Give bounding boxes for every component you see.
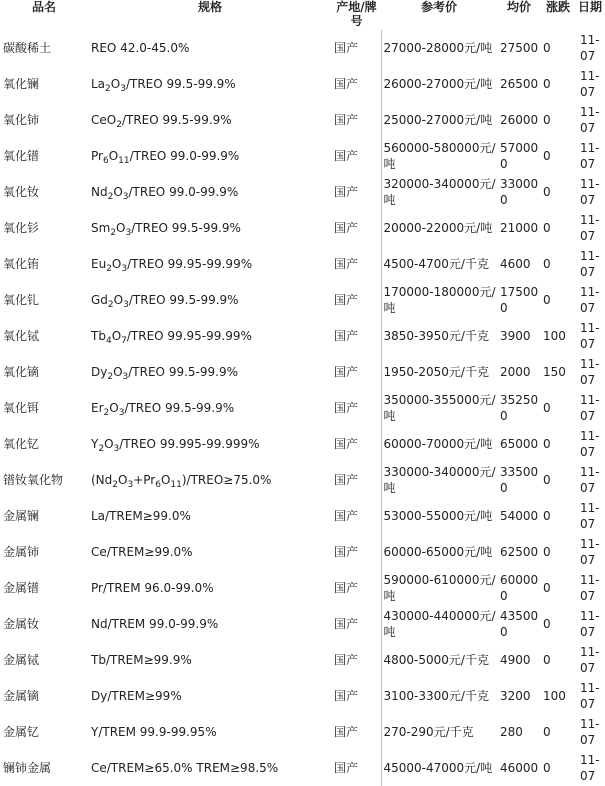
change-cell: 0 (543, 617, 551, 631)
spec-text: (Nd (91, 473, 113, 487)
average-price-cell: 352500 (500, 393, 539, 423)
origin-cell: 国产 (334, 257, 359, 271)
spec-cell (88, 426, 332, 462)
spec-subscript: 3 (120, 84, 126, 94)
table-row (0, 138, 605, 174)
date-cell: 11-07 (580, 753, 600, 783)
header-avg: 均价 (506, 0, 531, 14)
spec-cell (88, 462, 332, 498)
date-cell: 11-07 (580, 465, 600, 495)
change-cell: 150 (543, 365, 566, 379)
spec-text: O (113, 365, 123, 379)
spec-text: Tb/TREM≥99.9% (91, 653, 192, 667)
change-cell: 0 (543, 437, 551, 451)
table-row (0, 390, 605, 426)
spec-text: REO 42.0-45.0% (91, 41, 190, 55)
average-price-cell: 3900 (500, 329, 531, 343)
product-name-cell: 镧铈金属 (3, 761, 52, 775)
spec-subscript: 6 (102, 156, 109, 166)
table-row (0, 462, 605, 498)
average-price-cell: 27500 (500, 41, 539, 55)
header-name: 品名 (31, 0, 56, 14)
table-row (0, 174, 605, 210)
table-row (0, 210, 605, 246)
change-cell: 0 (543, 293, 551, 307)
spec-cell (88, 246, 332, 282)
table-row (0, 246, 605, 282)
date-cell: 11-07 (580, 285, 600, 315)
date-cell: 11-07 (580, 357, 600, 387)
date-cell: 11-07 (580, 213, 600, 243)
date-cell: 11-07 (580, 393, 600, 423)
spec-cell (88, 570, 332, 606)
spec-subscript: 11 (170, 480, 182, 490)
spec-text: /TREO 99.95-99.99% (126, 329, 252, 343)
spec-subscript: 2 (107, 300, 114, 310)
average-price-cell: 435000 (500, 609, 539, 639)
spec-text: /TREO 99.5-99.9% (121, 113, 232, 127)
spec-text: Gd (91, 293, 108, 307)
date-cell: 11-07 (580, 141, 600, 171)
product-name-cell: 氧化铈 (3, 113, 40, 127)
spec-subscript: 6 (155, 480, 161, 490)
spec-text: /TREO 99.5-99.9% (125, 77, 236, 91)
spec-subscript: 7 (121, 336, 127, 346)
origin-cell: 国产 (334, 185, 359, 199)
reference-price-cell: 27000-28000元/吨 (381, 30, 497, 66)
spec-text: O (113, 185, 123, 199)
reference-price-cell: 26000-27000元/吨 (381, 66, 497, 102)
origin-cell: 国产 (334, 221, 359, 235)
table-row (0, 282, 605, 318)
average-price-cell: 330000 (500, 177, 539, 207)
spec-text: Dy/TREM≥99% (91, 689, 182, 703)
reference-price-cell: 3850-3950元/千克 (381, 318, 497, 354)
table-row (0, 678, 605, 714)
date-cell: 11-07 (580, 321, 600, 351)
change-cell: 0 (543, 653, 551, 667)
change-cell: 0 (543, 761, 551, 775)
date-cell: 11-07 (580, 537, 600, 567)
product-name-cell: 金属镨 (3, 581, 40, 595)
spec-subscript: 2 (110, 228, 117, 238)
date-cell: 11-07 (580, 681, 600, 711)
spec-subscript: 2 (106, 264, 112, 274)
spec-text: O (160, 473, 171, 487)
spec-cell (88, 66, 332, 102)
spec-text: +Pr (133, 473, 156, 487)
spec-cell (88, 714, 332, 750)
date-cell: 11-07 (580, 717, 600, 747)
spec-text: O (111, 257, 122, 271)
change-cell: 0 (543, 77, 551, 91)
spec-text: Pr/TREM 96.0-99.0% (91, 581, 214, 595)
spec-cell (88, 102, 332, 138)
spec-text: /TREO 99.5-99.9% (128, 365, 238, 379)
change-cell: 0 (543, 545, 551, 559)
reference-price-cell: 20000-22000元/吨 (381, 210, 497, 246)
origin-cell: 国产 (334, 401, 359, 415)
spec-cell (88, 30, 332, 66)
origin-cell: 国产 (334, 113, 359, 127)
date-cell: 11-07 (580, 573, 600, 603)
average-price-cell: 4900 (500, 653, 531, 667)
spec-text: Nd (91, 185, 108, 199)
spec-text: Er (91, 401, 104, 415)
spec-cell (88, 174, 332, 210)
origin-cell: 国产 (334, 149, 359, 163)
spec-text: Nd/TREM 99.0-99.9% (91, 617, 219, 631)
change-cell: 0 (543, 473, 551, 487)
spec-subscript: 2 (105, 84, 111, 94)
reference-price-cell: 560000-580000元/吨 (381, 138, 497, 174)
change-cell: 100 (543, 329, 566, 343)
spec-text: O (110, 77, 121, 91)
spec-subscript: 11 (118, 156, 130, 166)
product-name-cell: 氧化钐 (3, 221, 40, 235)
change-cell: 100 (543, 689, 566, 703)
date-cell: 11-07 (580, 609, 600, 639)
spec-subscript: 3 (122, 192, 129, 202)
reference-price-cell: 3100-3300元/千克 (381, 678, 497, 714)
date-cell: 11-07 (580, 69, 600, 99)
header-date: 日期 (577, 0, 602, 14)
average-price-cell: 570000 (500, 141, 539, 171)
change-cell: 0 (543, 725, 551, 739)
spec-text: Y/TREM 99.9-99.95% (91, 725, 217, 739)
product-name-cell: 金属钕 (3, 617, 40, 631)
reference-price-cell: 1950-2050元/千克 (381, 354, 497, 390)
spec-cell (88, 390, 332, 426)
reference-price-cell: 4800-5000元/千克 (381, 642, 497, 678)
spec-subscript: 3 (125, 228, 132, 238)
product-name-cell: 氧化镝 (3, 365, 40, 379)
origin-cell: 国产 (334, 437, 359, 451)
table-header-row (0, 0, 605, 30)
change-cell: 0 (543, 401, 551, 415)
spec-text: /TREO 99.95-99.99% (127, 257, 253, 271)
product-name-cell: 金属镝 (3, 689, 40, 703)
spec-text: O (113, 293, 124, 307)
reference-price-cell: 590000-610000元/吨 (381, 570, 497, 606)
spec-subscript: 4 (105, 336, 112, 346)
origin-cell: 国产 (334, 689, 359, 703)
product-name-cell: 金属钇 (3, 725, 40, 739)
header-change: 涨跌 (545, 0, 570, 14)
spec-cell (88, 138, 332, 174)
product-name-cell: 金属铈 (3, 545, 40, 559)
spec-text: Pr (91, 149, 103, 163)
table-row (0, 606, 605, 642)
table-row (0, 534, 605, 570)
table-row (0, 714, 605, 750)
reference-price-cell: 170000-180000元/吨 (381, 282, 497, 318)
product-name-cell: 氧化镧 (3, 77, 40, 91)
header-price: 参考价 (420, 0, 457, 14)
average-price-cell: 26500 (500, 77, 539, 91)
origin-cell: 国产 (334, 77, 359, 91)
table-row (0, 570, 605, 606)
average-price-cell: 600000 (500, 573, 539, 603)
average-price-cell: 335000 (500, 465, 539, 495)
reference-price-cell: 270-290元/千克 (381, 714, 497, 750)
reference-price-cell: 350000-355000元/吨 (381, 390, 497, 426)
date-cell: 11-07 (580, 177, 600, 207)
date-cell: 11-07 (580, 501, 600, 531)
table-row (0, 354, 605, 390)
date-cell: 11-07 (580, 105, 600, 135)
spec-cell (88, 606, 332, 642)
change-cell: 0 (543, 581, 551, 595)
table-row (0, 102, 605, 138)
spec-cell (88, 282, 332, 318)
spec-text: O (111, 329, 122, 343)
spec-text: /TREO 99.995-99.999% (119, 437, 260, 451)
origin-cell: 国产 (334, 725, 359, 739)
date-cell: 11-07 (580, 33, 600, 63)
spec-subscript: 3 (113, 444, 120, 454)
spec-text: O (104, 437, 114, 451)
change-cell: 0 (543, 221, 551, 235)
change-cell: 0 (543, 113, 551, 127)
spec-subscript: 3 (118, 408, 125, 418)
product-name-cell: 氧化镨 (3, 149, 40, 163)
spec-text: Tb (91, 329, 106, 343)
spec-cell (88, 642, 332, 678)
reference-price-cell: 320000-340000元/吨 (381, 174, 497, 210)
spec-text: )/TREO≥75.0% (181, 473, 272, 487)
reference-price-cell: 45000-47000元/吨 (381, 750, 497, 786)
spec-cell (88, 678, 332, 714)
average-price-cell: 54000 (500, 509, 539, 523)
change-cell: 0 (543, 149, 551, 163)
spec-cell (88, 354, 332, 390)
table-row (0, 426, 605, 462)
change-cell: 0 (543, 257, 551, 271)
origin-cell: 国产 (334, 41, 359, 55)
product-name-cell: 金属镧 (3, 509, 40, 523)
reference-price-cell: 60000-65000元/吨 (381, 534, 497, 570)
origin-cell: 国产 (334, 509, 359, 523)
spec-text: /TREO 99.5-99.9% (124, 401, 235, 415)
table-row (0, 30, 605, 66)
reference-price-cell: 25000-27000元/吨 (381, 102, 497, 138)
origin-cell: 国产 (334, 473, 359, 487)
reference-price-cell: 53000-55000元/吨 (381, 498, 497, 534)
product-name-cell: 氧化铽 (3, 329, 40, 343)
table-row (0, 642, 605, 678)
spec-text: Dy (91, 365, 108, 379)
average-price-cell: 46000 (500, 761, 539, 775)
spec-subscript: 2 (103, 408, 110, 418)
spec-text: Y (91, 437, 99, 451)
spec-subscript: 2 (107, 192, 114, 202)
spec-cell (88, 498, 332, 534)
origin-cell: 国产 (334, 329, 359, 343)
spec-subscript: 2 (107, 372, 114, 382)
average-price-cell: 26000 (500, 113, 539, 127)
origin-cell: 国产 (334, 293, 359, 307)
average-price-cell: 280 (500, 725, 523, 739)
spec-text: Ce/TREM≥99.0% (91, 545, 193, 559)
reference-price-cell: 4500-4700元/千克 (381, 246, 497, 282)
spec-cell (88, 318, 332, 354)
average-price-cell: 2000 (500, 365, 531, 379)
spec-text: /TREO 99.0-99.9% (128, 185, 239, 199)
table-row (0, 498, 605, 534)
spec-subscript: 2 (112, 480, 119, 490)
origin-cell: 国产 (334, 365, 359, 379)
reference-price-cell: 430000-440000元/吨 (381, 606, 497, 642)
header-origin: 产地/牌号 (336, 0, 377, 28)
spec-text: CeO (91, 113, 117, 127)
spec-subscript: 2 (116, 120, 122, 130)
change-cell: 0 (543, 185, 551, 199)
reference-price-cell: 60000-70000元/吨 (381, 426, 497, 462)
product-name-cell: 氧化钕 (3, 185, 40, 199)
change-cell: 0 (543, 509, 551, 523)
date-cell: 11-07 (580, 249, 600, 279)
spec-subscript: 3 (127, 480, 134, 490)
spec-text: Ce/TREM≥65.0% TREM≥98.5% (91, 761, 279, 775)
product-name-cell: 金属铽 (3, 653, 40, 667)
spec-text: /TREO 99.5-99.9% (131, 221, 241, 235)
spec-text: O (108, 149, 119, 163)
origin-cell: 国产 (334, 581, 359, 595)
average-price-cell: 3200 (500, 689, 531, 703)
product-name-cell: 氧化钇 (3, 437, 40, 451)
spec-cell (88, 210, 332, 246)
change-cell: 0 (543, 41, 551, 55)
table-body (0, 30, 605, 786)
table-row (0, 318, 605, 354)
origin-cell: 国产 (334, 653, 359, 667)
table-row (0, 66, 605, 102)
date-cell: 11-07 (580, 645, 600, 675)
product-name-cell: 氧化钆 (3, 293, 40, 307)
spec-text: /TREO 99.0-99.9% (129, 149, 240, 163)
average-price-cell: 62500 (500, 545, 539, 559)
spec-text: O (116, 221, 126, 235)
header-spec: 规格 (197, 0, 222, 14)
spec-subscript: 3 (123, 300, 129, 310)
spec-subscript: 3 (121, 264, 128, 274)
spec-text: La (91, 77, 106, 91)
average-price-cell: 175000 (500, 285, 539, 315)
spec-text: O (109, 401, 119, 415)
origin-cell: 国产 (334, 617, 359, 631)
spec-text: Eu (91, 257, 107, 271)
spec-subscript: 2 (98, 444, 105, 454)
spec-text: La/TREM≥99.0% (91, 509, 191, 523)
origin-cell: 国产 (334, 545, 359, 559)
date-cell: 11-07 (580, 429, 600, 459)
average-price-cell: 4600 (500, 257, 531, 271)
reference-price-cell: 330000-340000元/吨 (381, 462, 497, 498)
spec-cell (88, 534, 332, 570)
product-name-cell: 镨钕氧化物 (3, 473, 64, 487)
product-name-cell: 碳酸稀土 (3, 41, 52, 55)
spec-text: Sm (91, 221, 111, 235)
spec-text: /TREO 99.5-99.9% (128, 293, 239, 307)
average-price-cell: 21000 (500, 221, 539, 235)
spec-text: O (118, 473, 128, 487)
spec-subscript: 3 (122, 372, 129, 382)
origin-cell: 国产 (334, 761, 359, 775)
average-price-cell: 65000 (500, 437, 539, 451)
product-name-cell: 氧化铒 (3, 401, 40, 415)
product-name-cell: 氧化铕 (3, 257, 40, 271)
